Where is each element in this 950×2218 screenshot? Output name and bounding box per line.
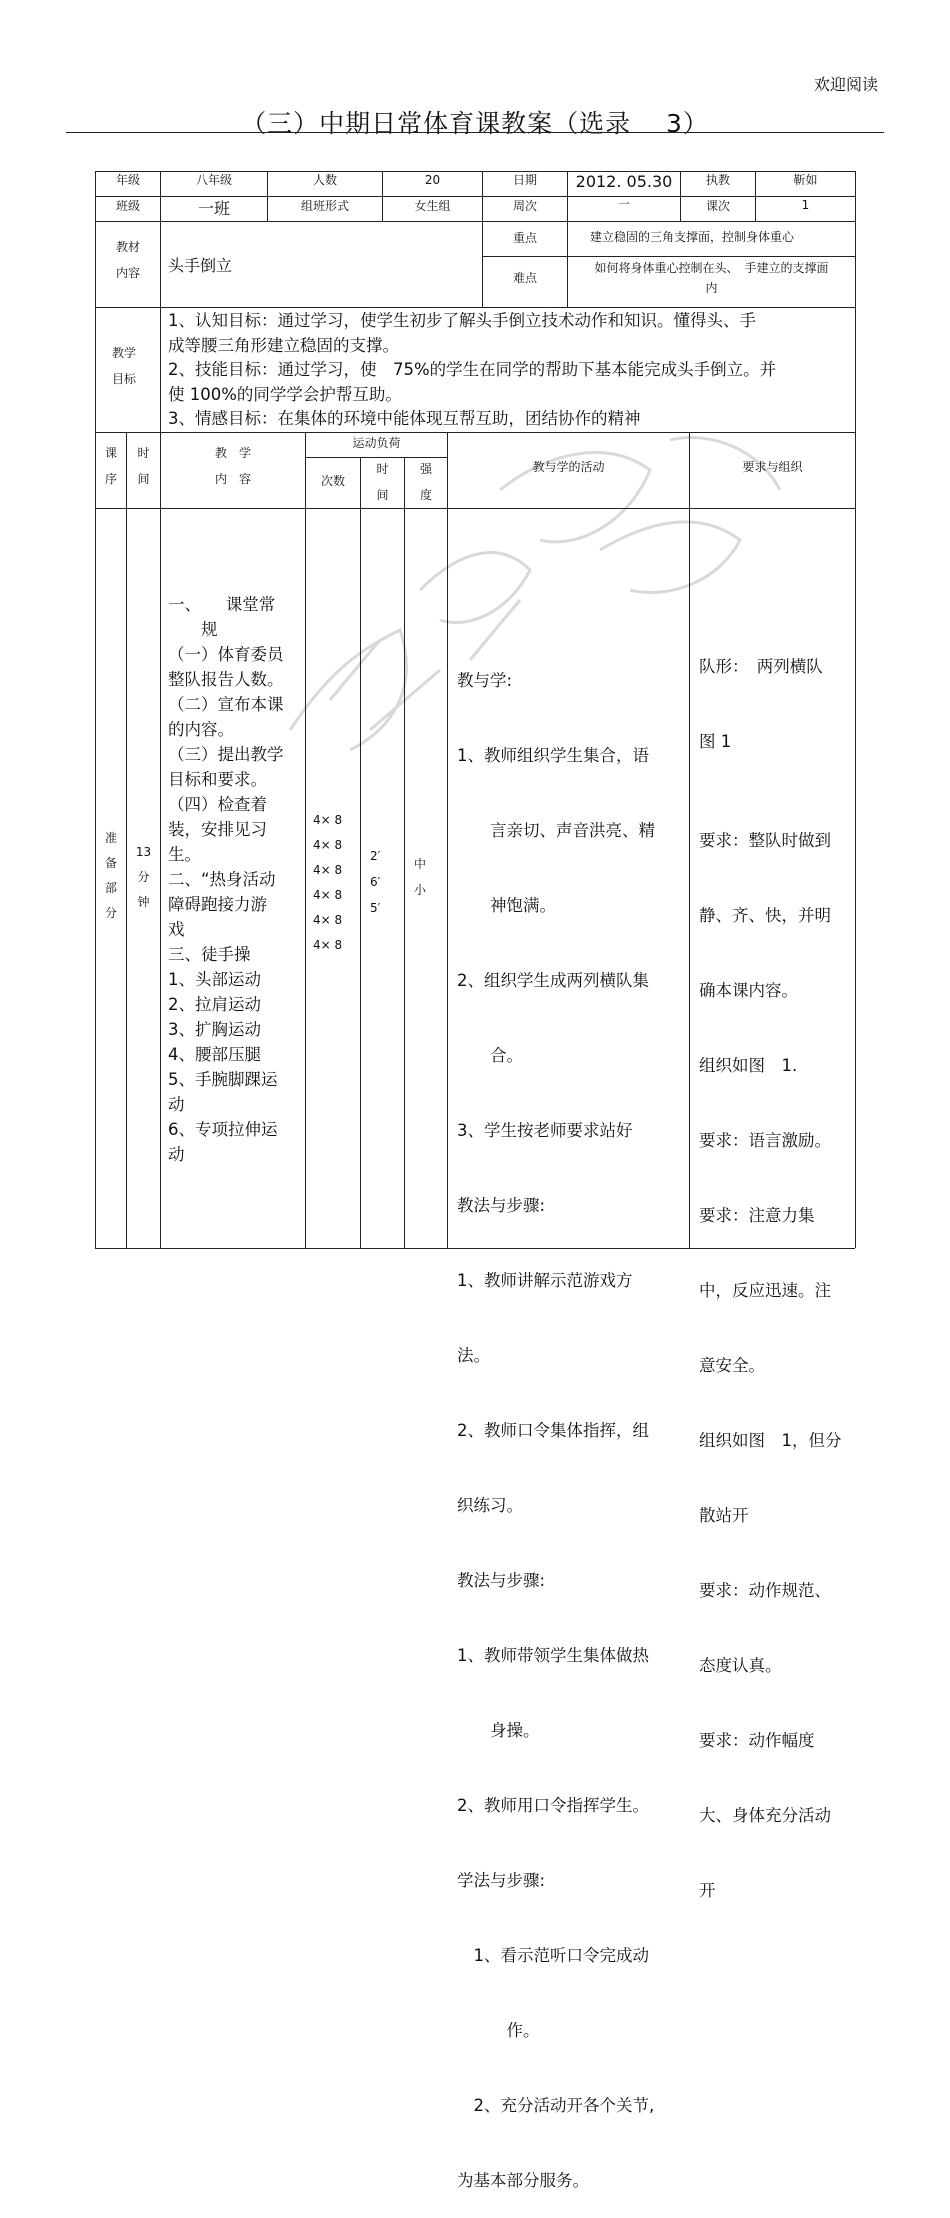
- section-name-char: 部: [104, 881, 117, 895]
- col-requirements: 要求与组织: [742, 459, 803, 474]
- objectives-label-line: 教学: [111, 346, 136, 360]
- activity-line: 1、看示范听口令完成动: [457, 1946, 649, 1965]
- objectives-label: [96, 340, 152, 392]
- section-activities: [457, 618, 685, 2218]
- reps-item: 4× 8: [313, 938, 343, 952]
- table-line: [689, 432, 690, 1248]
- activity-line: 2、组织学生成两列横队集: [457, 971, 649, 990]
- col-seq: [96, 440, 126, 492]
- table-line: [404, 457, 405, 1248]
- minutes-item: 2′: [370, 849, 381, 863]
- teacher-label: 执教: [705, 173, 730, 187]
- activity-line: 神饱满。: [457, 896, 556, 915]
- lesson-value: 1: [801, 198, 810, 212]
- table-line: [95, 307, 855, 308]
- section-time-line: 分: [137, 869, 150, 884]
- grade-value: 八年级: [195, 173, 232, 187]
- col-seq-line: 课: [104, 446, 117, 460]
- content-line: 生。: [168, 845, 201, 864]
- requirement-line: 开: [699, 1881, 716, 1900]
- content-line: 6、专项拉伸运: [168, 1120, 278, 1139]
- section-name-char: 分: [104, 906, 117, 920]
- col-intensity-line: 强: [419, 462, 432, 476]
- objective-line: 2、技能目标：通过学习，使 75%的学生在同学的帮助下基本能完成头手倒立。并: [168, 360, 777, 379]
- col-time-line: 时: [137, 446, 150, 460]
- activity-line: 教法与步骤:: [457, 1571, 546, 1590]
- content-line: 三、徒手操: [168, 945, 251, 964]
- col-load: 运动负荷: [352, 435, 401, 450]
- col-time: [127, 440, 160, 492]
- activity-line: 法。: [457, 1346, 490, 1365]
- requirement-line: 静、齐、快，并明: [699, 906, 831, 925]
- activity-line: 作。: [457, 2021, 540, 2040]
- title-rule: [66, 132, 884, 133]
- intensity-item: 中: [414, 857, 427, 871]
- activity-line: 1、教师带领学生集体做热: [457, 1646, 649, 1665]
- minutes-item: 5′: [370, 901, 381, 915]
- content-line: （二）宣布本课: [168, 695, 284, 714]
- activity-line: 2、教师口令集体指挥，组: [457, 1421, 649, 1440]
- col-time-line: 间: [137, 472, 150, 486]
- col-load-time-line: 间: [376, 488, 389, 502]
- activity-line: 言亲切、声音洪亮、精: [457, 821, 655, 840]
- key-value: 建立稳固的三角支撑面，控制身体重心: [590, 230, 795, 244]
- content-line: 2、拉肩运动: [168, 995, 261, 1014]
- content-line: 4、腰部压腿: [168, 1045, 261, 1064]
- content-line: 目标和要求。: [168, 770, 267, 789]
- objective-line: 成等腰三角形建立稳固的支撑。: [168, 335, 399, 355]
- grade-label: 年级: [115, 173, 140, 187]
- difficulty-line: 如何将身体重心控制在头、 手建立的支撑面: [594, 261, 829, 275]
- requirement-line: 要求：动作规范、: [699, 1581, 831, 1600]
- requirement-line: 意安全。: [699, 1356, 765, 1375]
- reps-item: 4× 8: [313, 913, 343, 927]
- objective-line: 1、认知目标：通过学习，使学生初步了解头手倒立技术动作和知识。懂得头、手: [168, 311, 756, 330]
- objective-line: 使 100%的同学学会护帮互助。: [168, 384, 402, 404]
- reps-item: 4× 8: [313, 813, 343, 827]
- difficulty-label: 难点: [512, 270, 537, 285]
- lesson-label: 课次: [705, 198, 730, 213]
- date-label: 日期: [512, 173, 537, 187]
- content-line: 二、“热身活动: [168, 870, 276, 889]
- section-time-line: 钟: [137, 894, 150, 909]
- section-name: [96, 824, 126, 928]
- activity-line: 2、充分活动开各个关节,: [457, 2096, 655, 2115]
- material-label: [96, 232, 160, 288]
- content-line: 1、头部运动: [168, 970, 261, 989]
- requirement-line: 散站开: [699, 1506, 749, 1525]
- form-label: 组班形式: [300, 198, 349, 213]
- section-time-line: 13: [135, 844, 152, 859]
- requirement-line: 要求：动作幅度: [699, 1731, 815, 1750]
- activity-line: 1、教师讲解示范游戏方: [457, 1271, 633, 1290]
- activity-line: 织练习。: [457, 1496, 523, 1515]
- requirement-line: 态度认真。: [699, 1656, 782, 1675]
- table-line: [160, 171, 161, 1248]
- week-value: 一: [617, 196, 630, 211]
- key-label: 重点: [512, 230, 537, 245]
- requirement-line: 要求：语言激励。: [699, 1131, 831, 1150]
- col-content: [161, 440, 305, 492]
- section-name-char: 准: [104, 831, 117, 845]
- col-content-line: 内 容: [214, 472, 251, 486]
- count-value: 20: [424, 172, 441, 187]
- col-content-line: 教 学: [214, 446, 251, 460]
- intensity-item: 小: [414, 883, 427, 897]
- minutes-item: 6′: [370, 875, 381, 889]
- objectives-label-line: 目标: [111, 372, 136, 386]
- content-line: （一）体育委员: [168, 645, 284, 664]
- requirement-line: 组织如图 1，但分: [699, 1431, 842, 1450]
- requirement-line: 队形： 两列横队: [699, 657, 823, 676]
- material-value: 头手倒立: [168, 256, 233, 275]
- requirement-line: 要求：整队时做到: [699, 831, 831, 850]
- reps-item: 4× 8: [313, 838, 343, 852]
- content-line: （三）提出教学: [168, 745, 284, 764]
- requirement-line: 要求：注意力集: [699, 1206, 815, 1225]
- table-line: [305, 432, 306, 1248]
- section-reps: [313, 808, 342, 958]
- requirement-line: 图 1: [699, 732, 732, 751]
- table-line: [447, 432, 448, 1248]
- requirement-line: 中，反应迅速。注: [699, 1281, 831, 1300]
- activity-line: 3、学生按老师要求站好: [457, 1121, 633, 1140]
- col-load-time: [361, 456, 404, 508]
- section-requirements: [699, 778, 851, 1928]
- content-line: 戏: [168, 920, 185, 939]
- table-line: [95, 508, 855, 509]
- content-line: 5、手腕脚踝运: [168, 1070, 278, 1089]
- activity-line: 学法与步骤:: [457, 1871, 546, 1890]
- activity-line: 身操。: [457, 1721, 540, 1740]
- content-line: （四）检查着: [168, 795, 267, 814]
- table-line: [95, 432, 855, 433]
- date-value: 2012. 05.30: [575, 172, 673, 191]
- col-seq-line: 序: [104, 472, 117, 486]
- content-line: 装，安排见习: [168, 820, 267, 839]
- content-line: 一、 课堂常: [168, 595, 276, 614]
- col-load-time-line: 时: [376, 462, 389, 476]
- content-line: 障碍跑接力游: [168, 895, 267, 914]
- requirement-line: 组织如图 1.: [699, 1056, 798, 1075]
- objective-line: 3、情感目标：在集体的环境中能体现互帮互助，团结协作的精神: [168, 409, 641, 428]
- requirement-line: 大、身体充分活动: [699, 1806, 831, 1825]
- table-line: [95, 221, 855, 222]
- content-line: 动: [168, 1145, 185, 1164]
- requirement-line: 确本课内容。: [699, 981, 798, 1000]
- difficulty-value: [568, 258, 855, 298]
- content-line: 的内容。: [168, 720, 234, 739]
- section-content: [168, 592, 298, 1167]
- class-label: 班级: [115, 198, 140, 213]
- section-minutes: [370, 843, 380, 921]
- activity-line: 为基本部分服务。: [457, 2171, 589, 2190]
- material-label-line: 教材: [115, 240, 140, 254]
- content-line: 整队报告人数。: [168, 670, 284, 689]
- activity-line: 2、教师用口令指挥学生。: [457, 1796, 649, 1815]
- form-value: 女生组: [414, 198, 451, 213]
- col-intensity-line: 度: [419, 488, 432, 502]
- content-line: 规: [168, 620, 218, 639]
- section-time: [127, 838, 160, 916]
- teacher-value: 靳如: [793, 173, 818, 187]
- count-label: 人数: [312, 173, 337, 187]
- col-activities: 教与学的活动: [532, 459, 605, 474]
- table-line: [855, 171, 856, 1248]
- material-label-line: 内容: [115, 266, 140, 280]
- col-reps: 次数: [320, 473, 345, 488]
- objectives-text: [168, 309, 848, 432]
- class-value: 一班: [197, 198, 230, 218]
- page-title: （三）中期日常体育课教案（选录 3）: [241, 109, 709, 138]
- table-line: [360, 457, 361, 1248]
- content-line: 3、扩胸运动: [168, 1020, 261, 1039]
- reps-item: 4× 8: [313, 888, 343, 902]
- table-line: [95, 171, 96, 1248]
- activity-line: 1、教师组织学生集合，语: [457, 746, 649, 765]
- difficulty-line: 内: [705, 281, 718, 295]
- content-line: 动: [168, 1095, 185, 1114]
- week-label: 周次: [512, 198, 537, 213]
- header-welcome: 欢迎阅读: [813, 75, 878, 94]
- section-requirements-top: [699, 604, 851, 779]
- activity-line: 教与学:: [457, 671, 513, 690]
- activity-line: 教法与步骤:: [457, 1196, 546, 1215]
- section-intensity: [414, 851, 426, 903]
- section-name-char: 备: [104, 856, 117, 870]
- col-intensity: [405, 456, 447, 508]
- activity-line: 合。: [457, 1046, 523, 1065]
- reps-item: 4× 8: [313, 863, 343, 877]
